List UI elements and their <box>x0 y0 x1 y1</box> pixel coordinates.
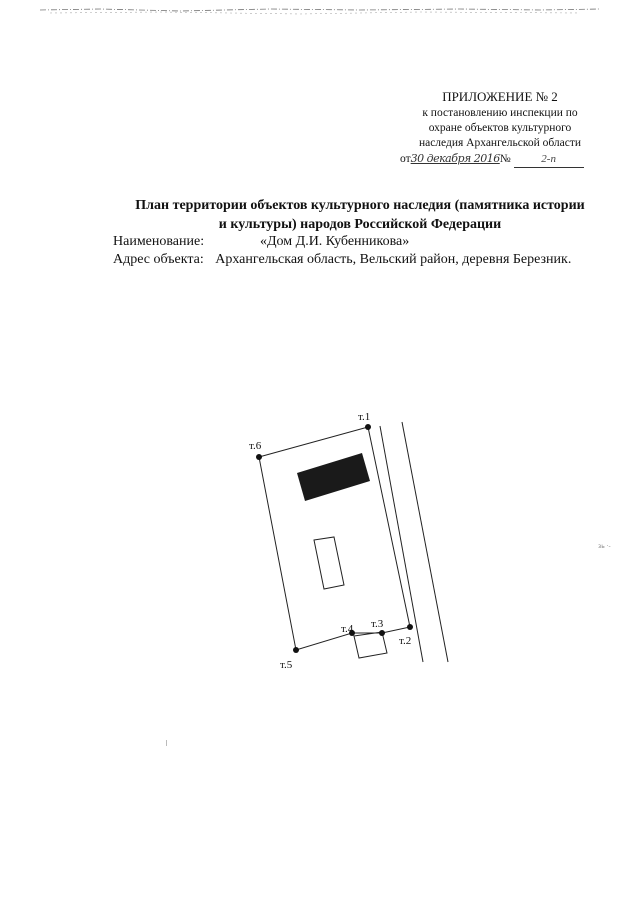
document-title <box>112 196 608 234</box>
name-label: Наименование: <box>113 234 205 249</box>
appendix-date-line <box>400 151 600 168</box>
appendix-title: ПРИЛОЖЕНИЕ № 2 <box>442 89 558 104</box>
point-6-label: т.6 <box>249 440 262 452</box>
side-scan-marks: зь ·- <box>598 543 611 550</box>
appendix-line-2: охране объектов культурного <box>428 122 572 134</box>
appendix-line-1: к постановлению инспекции по <box>422 107 578 119</box>
outbuilding <box>314 537 344 589</box>
point-2-marker <box>407 624 413 630</box>
appendix-line-3: наследия Архангельской области <box>418 137 582 149</box>
point-5-marker <box>293 647 299 653</box>
point-2-label: т.2 <box>399 635 412 647</box>
appendix-header <box>400 88 600 168</box>
point-5-label: т.5 <box>280 659 293 671</box>
scan-artifact-top <box>40 6 600 16</box>
title-line-2: и культуры) народов Российской Федерации <box>218 217 502 232</box>
monument-building <box>297 453 370 501</box>
address-value: Архангельская область, Вельский район, деревня Березник. <box>215 252 572 267</box>
territory-plan <box>240 400 460 690</box>
address-row <box>113 252 571 268</box>
number-sign: № <box>499 153 511 165</box>
scan-speck <box>166 740 167 746</box>
address-label: Адрес объекта: <box>113 252 204 267</box>
point-6-marker <box>256 454 262 460</box>
point-4-label: т.4 <box>341 623 354 635</box>
point-3-marker <box>379 630 385 636</box>
point-1-label: т.1 <box>358 411 371 423</box>
road-line-1 <box>380 426 423 662</box>
point-1-marker <box>365 424 371 430</box>
handwritten-number: 2-п <box>514 152 584 168</box>
date-prefix: от <box>400 153 411 165</box>
handwritten-date: 30 декабря 2016 <box>410 152 500 165</box>
name-row <box>113 234 410 250</box>
point-3-label: т.3 <box>371 618 384 630</box>
name-value: «Дом Д.И. Кубенникова» <box>260 234 410 249</box>
title-line-1: План территории объектов культурного наследия (памятника истории <box>135 198 585 213</box>
